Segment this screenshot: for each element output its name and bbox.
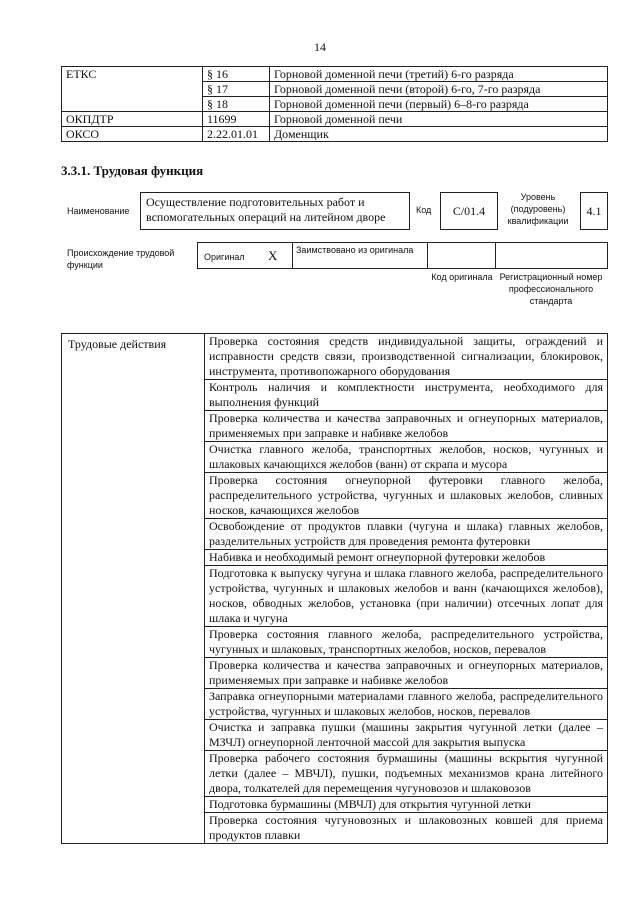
registration-number-caption: Регистрационный номер профессионального стандарта [499, 272, 603, 306]
labor-action-item: Очистка главного желоба, транспортных желобов, носков, чугунных и шлаковых качающихся желобов (ванн) от скрапа и мусора [205, 442, 608, 473]
labor-action-item: Очистка и заправка пушки (машины закрытия чугунной летки (далее – МЗЧЛ) огнеупорной ленточной массой для закрытия выпуска [205, 720, 608, 751]
codes-cell-title: Доменщик [270, 127, 608, 142]
code-label: Код [416, 205, 432, 215]
qualification-level-label: Уровень (подуровень) квалификации [507, 192, 569, 226]
labor-action-item: Освобождение от продуктов плавки (чугуна и шлака) главных желобов, разделительных устройств для проведения ремонта футеровки [205, 519, 608, 550]
codes-cell-title: Горновой доменной печи (первый) 6–8-го разряда [270, 97, 608, 112]
codes-cell-name [62, 97, 203, 112]
codes-cell-code: § 17 [203, 82, 270, 97]
codes-cell-name: ЕТКС [62, 67, 203, 82]
codes-row [62, 112, 608, 127]
qualification-level-box: 4.1 [580, 192, 608, 230]
labor-actions-table [61, 333, 608, 844]
labor-action-row [62, 334, 608, 380]
labor-action-item: Подготовка к выпуску чугуна и шлака главного желоба, распределительного устройства, чугунных и шлаковых желобов и ванн (качающихся желобов), носков, обводных желобов, установка (при наличии) отсечных лопат для шлака и чугуна [205, 566, 608, 627]
function-name-box: Осуществление подготовительных работ и вспомогательных операций на литейном дворе [140, 192, 410, 230]
codes-cell-code: 11699 [203, 112, 270, 127]
codes-cell-title: Горновой доменной печи (второй) 6-го, 7-го разряда [270, 82, 608, 97]
labor-action-item: Проверка количества и качества заправочных и огнеупорных материалов, применяемых при заправке и набивке желобов [205, 411, 608, 442]
name-label: Наименование [67, 206, 130, 216]
codes-cell-title: Горновой доменной печи [270, 112, 608, 127]
labor-action-item: Подготовка бурмашины (МВЧЛ) для открытия чугунной летки [205, 797, 608, 813]
codes-row [62, 82, 608, 97]
origin-label: Происхождение трудовой функции [67, 248, 175, 270]
labor-action-item: Набивка и необходимый ремонт огнеупорной футеровки желобов [205, 550, 608, 566]
registration-number-cell [495, 243, 607, 268]
codes-row [62, 67, 608, 82]
labor-action-item: Проверка состояния огнеупорной футеровки главного желоба, распределительного устройства, чугунных и шлаковых желобов, сливных носков, качающихся желобов [205, 473, 608, 519]
codes-cell-title: Горновой доменной печи (третий) 6-го разряда [270, 67, 608, 82]
classification-codes-table [61, 66, 608, 142]
labor-action-item: Проверка состояния средств индивидуальной защиты, ограждений и исправности средств связи, производственной сигнализации, блокировок, инструмента, противопожарного оборудования [205, 334, 608, 380]
original-code-cell [427, 243, 496, 268]
labor-actions-header: Трудовые действия [62, 334, 205, 844]
section-title: 3.3.1. Трудовая функция [61, 163, 204, 178]
codes-cell-name: ОКСО [62, 127, 203, 142]
codes-cell-name: ОКПДТР [62, 112, 203, 127]
original-label: Оригинал [204, 252, 245, 262]
original-code-caption: Код оригинала [431, 272, 493, 282]
codes-cell-name [62, 82, 203, 97]
codes-row [62, 97, 608, 112]
labor-action-item: Контроль наличия и комплектности инструмента, необходимого для выполнения функций [205, 380, 608, 411]
original-cell [198, 243, 293, 268]
codes-cell-code: 2.22.01.01 [203, 127, 270, 142]
borrowed-cell [292, 243, 428, 268]
function-code-box: C/01.4 [440, 192, 498, 230]
labor-action-item: Заправка огнеупорными материалами главного желоба, распределительного устройства, чугунных и шлаковых желобов, носков, перевалов [205, 689, 608, 720]
page-number: 14 [314, 40, 326, 54]
codes-row [62, 127, 608, 142]
borrowed-label: Заимствовано из оригинала [296, 245, 414, 255]
codes-cell-code: § 16 [203, 67, 270, 82]
labor-action-item: Проверка рабочего состояния бурмашины (машины вскрытия чугунной летки (далее – МВЧЛ), пушки, подъемных механизмов крана литейного двора, толкателей для перемещения чугуновозов и шлаковозов [205, 751, 608, 797]
codes-cell-code: § 18 [203, 97, 270, 112]
labor-action-item: Проверка состояния главного желоба, распределительного устройства, чугунных и шлаковых, транспортных желобов, носков, перевалов [205, 627, 608, 658]
labor-action-item: Проверка состояния чугуновозных и шлаковозных ковшей для приема продуктов плавки [205, 813, 608, 844]
origin-row [197, 242, 608, 269]
original-mark: X [268, 248, 278, 263]
labor-action-item: Проверка количества и качества заправочных и огнеупорных материалов, применяемых при заправке и набивке желобов [205, 658, 608, 689]
